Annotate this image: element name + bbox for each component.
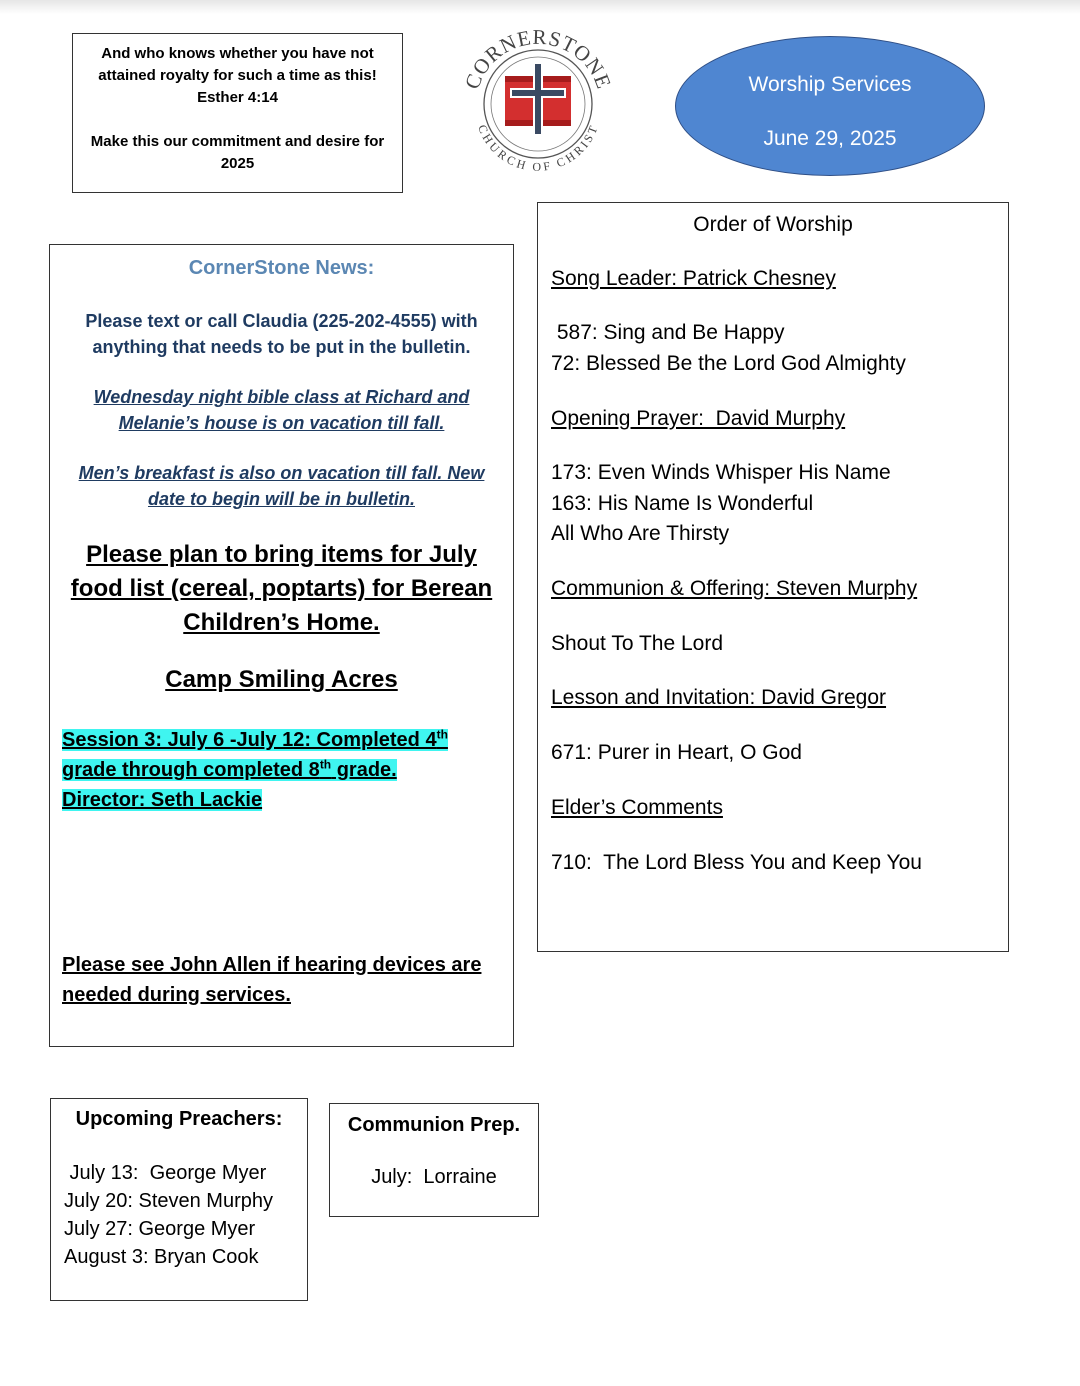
song-item: 710: The Lord Bless You and Keep You (551, 851, 922, 874)
session-grade: grade through completed 8 (62, 759, 320, 781)
communion-offering: Communion & Offering: Steven Murphy (551, 577, 918, 600)
list-item: August 3: Bryan Cook (64, 1246, 259, 1268)
cornerstone-logo (458, 24, 618, 176)
news-camp-title: Camp Smiling Acres (165, 666, 398, 693)
session-sup: th (319, 757, 332, 772)
scripture-reference: Esther 4:14 (197, 89, 278, 106)
commitment-text: Make this our commitment and desire for 2025 (90, 133, 385, 172)
song-item: 163: His Name Is Wonderful (551, 492, 814, 515)
news-contact: Please text or call Claudia (225-202-4555) with anything that needs to be put in the bulletin. (85, 311, 478, 357)
communion-prep-title: Communion Prep. (347, 1114, 521, 1136)
song-item: 72: Blessed Be the Lord God Almighty (551, 352, 906, 375)
song-item: 671: Purer in Heart, O God (551, 741, 802, 764)
communion-prep-value: July: Lorraine (371, 1166, 497, 1188)
preachers-list (64, 1159, 273, 1271)
news-title: CornerStone News: (188, 257, 375, 279)
logo-name-bottom: CHURCH OF CHRIST (475, 122, 601, 174)
session-sup: th (436, 727, 448, 742)
communion-prep-box (329, 1103, 539, 1217)
preachers-title: Upcoming Preachers: (75, 1108, 283, 1130)
session-dates: Session 3: July 6 -July 12: Completed 4 (62, 729, 437, 751)
lesson-invitation: Lesson and Invitation: David Gregor (551, 686, 887, 709)
song-item: 587: Sing and Be Happy (551, 321, 785, 344)
song-item: 173: Even Winds Whisper His Name (551, 461, 891, 484)
news-breakfast: Men’s breakfast is also on vacation till fall. New date to begin will be in bulletin. (78, 463, 485, 509)
scripture-box (72, 33, 403, 193)
song-item: All Who Are Thirsty (551, 522, 730, 545)
news-bible-class: Wednesday night bible class at Richard and Melanie’s house is on vacation till fall. (93, 387, 470, 433)
song-item: Shout To The Lord (551, 632, 724, 655)
list-item: July 13: George Myer (64, 1162, 267, 1184)
news-hearing-devices: Please see John Allen if hearing devices are needed during services. (62, 954, 482, 1006)
list-item: July 20: Steven Murphy (64, 1190, 273, 1212)
opening-prayer: Opening Prayer: David Murphy (551, 407, 846, 430)
news-food-drive: Please plan to bring items for July food list (cereal, poptarts) for Berean Children’s Home. (70, 541, 493, 636)
session-director: Director: Seth Lackie (62, 789, 263, 811)
news-camp-session (62, 725, 482, 815)
cross-emblem-icon (505, 62, 571, 136)
elders-comments: Elder’s Comments (551, 796, 723, 819)
services-date: June 29, 2025 (763, 127, 897, 150)
worship-services-oval (675, 36, 985, 176)
order-of-worship-box (537, 202, 1009, 952)
logo-name-top: CORNERSTONE (459, 24, 617, 93)
top-shade (0, 0, 1080, 14)
upcoming-preachers-box (50, 1098, 308, 1301)
services-title: Worship Services (748, 73, 912, 96)
list-item: July 27: George Myer (64, 1218, 256, 1240)
scripture-verse: And who knows whether you have not attained royalty for such a time as this! (98, 45, 377, 84)
song-leader: Song Leader: Patrick Chesney (551, 267, 836, 290)
order-title: Order of Worship (693, 213, 853, 236)
session-grade-end: grade. (331, 759, 397, 781)
news-box (49, 244, 514, 1047)
